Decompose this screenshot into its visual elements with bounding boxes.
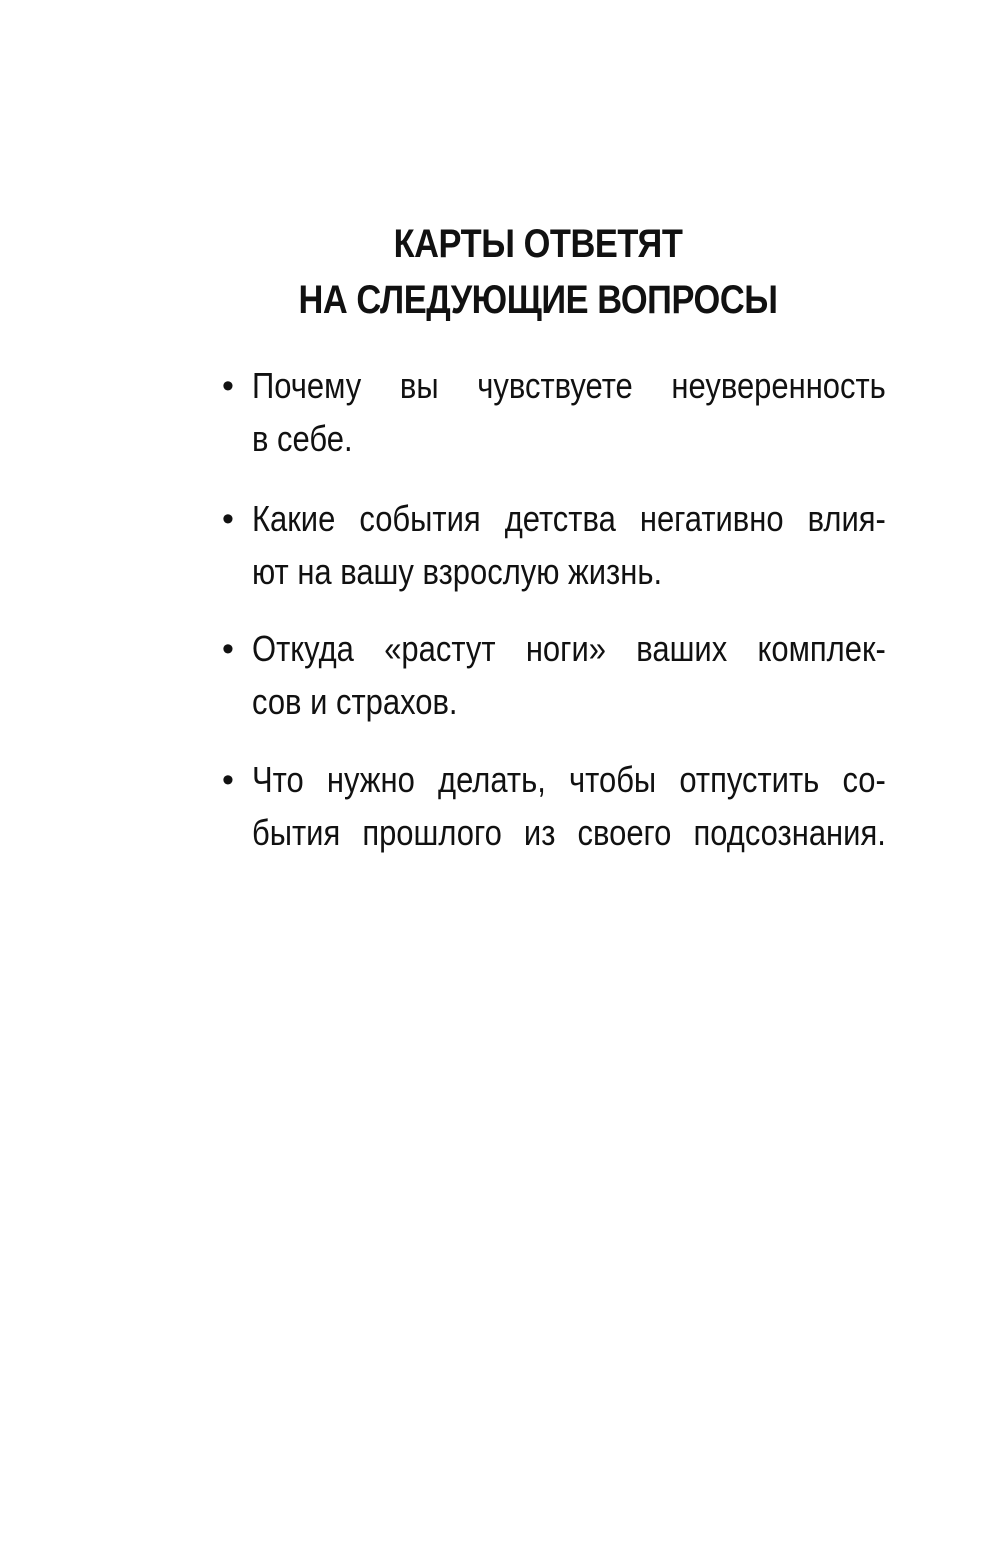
list-item-4-line-2: бытия прошлого из своего подсознания. <box>252 812 886 853</box>
page-title-line-2: НА СЛЕДУЮЩИЕ ВОПРОСЫ <box>298 278 778 322</box>
bullet-icon: • <box>222 630 234 668</box>
list-item-3-line-1: Откуда «растут ноги» ваших комплек- <box>252 628 886 669</box>
list-item-2-line-2: ют на вашу взрослую жизнь. <box>252 551 663 592</box>
bullet-icon: • <box>222 500 234 538</box>
bullet-icon: • <box>222 761 234 799</box>
list-item-1-line-1: Почему вы чувствуете неуверенность <box>252 365 886 406</box>
list-item-3-line-2: сов и страхов. <box>252 681 458 722</box>
list-item-1-line-2: в себе. <box>252 418 353 459</box>
bullet-icon: • <box>222 367 234 405</box>
page-title-line-1: КАРТЫ ОТВЕТЯТ <box>393 222 683 266</box>
list-item-2-line-1: Какие события детства негативно влия- <box>252 498 886 539</box>
list-item-4-line-1: Что нужно делать, чтобы отпустить со- <box>252 759 886 800</box>
